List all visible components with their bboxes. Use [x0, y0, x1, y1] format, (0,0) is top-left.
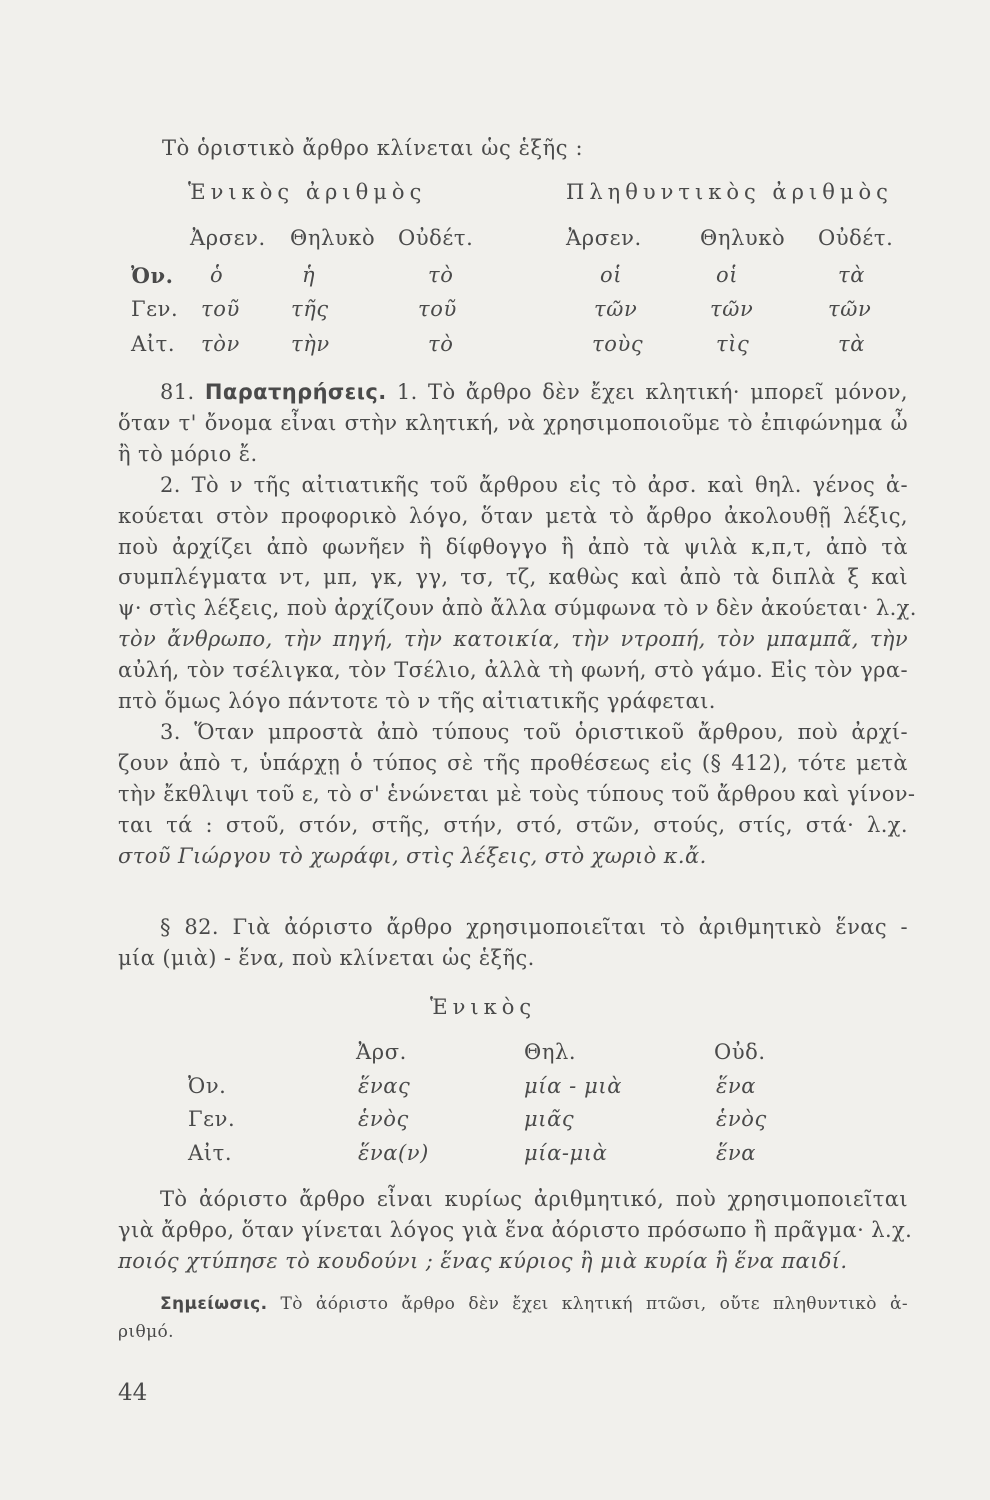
article-form: ἑνὸς [358, 1107, 409, 1131]
article-form: τὸ [428, 263, 454, 287]
article-form: τοὺς [592, 332, 644, 356]
paragraph-line: γιὰ ἄρθρο, ὅταν γίνεται λόγος γιὰ ἕνα ἀόριστο πρόσωπο ἢ πρᾶγμα· λ.χ. [118, 1217, 913, 1242]
article-form: τῶν [594, 297, 638, 321]
paragraph-line: ται τά : στοῦ, στόν, στῆς, στήν, στό, στῶν, στούς, στίς, στά· λ.χ. [118, 812, 908, 837]
paragraph-line: μία (μιὰ) - ἕνα, ποὺ κλίνεται ὡς ἑξῆς. [118, 945, 535, 970]
article-form: τοῦ [201, 297, 240, 321]
article-form: τὶς [716, 332, 750, 356]
article-form: τῶν [828, 297, 872, 321]
paragraph-line: αὐλή, τὸν τσέλιγκα, τὸν Τσέλιο, ἀλλὰ τὴ φωνή, στὸ γάμο. Εἰς τὸν γρα- [118, 658, 908, 683]
paragraph-line: ποιός χτύπησε τὸ κουδούνι ; ἕνας κύριος ἢ μιὰ κυρία ἢ ἕνα παιδί. [118, 1248, 848, 1273]
article-form: τῆς [291, 297, 329, 321]
article-form: ἑνὸς [716, 1107, 767, 1131]
intro-line: Τὸ ὁριστικὸ ἄρθρο κλίνεται ὡς ἑξῆς : [162, 136, 584, 160]
case-label: Ὀν. [131, 263, 174, 288]
article-form: τὸ [428, 332, 454, 356]
closing-paragraph [118, 1184, 913, 1277]
paragraph-line: 2. Τὸ ν τῆς αἰτιατικῆς τοῦ ἄρθρου εἰς τὸ ἀρσ. καὶ θηλ. γένος ἀ- [160, 472, 908, 497]
paragraph-line: κούεται στὸν προφορικὸ λόγο, ὅταν μετὰ τὸ ἄρθρο ἀκολουθῇ λέξις, [118, 503, 908, 528]
article-form: οἱ [716, 263, 739, 287]
paragraph-line: ποὺ ἀρχίζει ἀπὸ φωνῆεν ἢ δίφθογγο ἢ ἀπὸ τὰ ψιλὰ κ,π,τ, ἀπὸ τὰ [118, 534, 908, 559]
singular-title: Ἑνικὸς ἀριθμὸς [188, 180, 427, 204]
paragraph-line: ριθμό. [118, 1322, 174, 1342]
article-form: τὸν [201, 332, 240, 356]
case-label: Ὀν. [188, 1074, 227, 1098]
article-form: ἕνα [716, 1141, 757, 1165]
case-label: Γεν. [131, 297, 179, 321]
paragraph-line: συμπλέγματα ντ, μπ, γκ, γγ, τσ, τζ, καθὼς καὶ ἀπὸ τὰ διπλὰ ξ καὶ [118, 565, 908, 590]
gender-header: Ἀρσεν. [190, 226, 266, 250]
paragraph-line: ἢ τὸ μόριο ἔ. [118, 441, 258, 466]
gender-header: Θηλυκὸ [700, 226, 786, 250]
article-form: τοῦ [418, 297, 457, 321]
paragraph-line: Τὸ ἀόριστο ἄρθρο εἶναι κυρίως ἀριθμητικό, ποὺ χρησιμοποιεῖται [160, 1187, 908, 1211]
article-form: τὰ [838, 263, 865, 287]
paragraph-line: 81. Παρατηρήσεις. 1. Τὸ ἄρθρο δὲν ἔχει κλητική· μπορεῖ μόνον, [160, 380, 908, 404]
article-form: ἕνα(ν) [358, 1141, 429, 1165]
case-label: Γεν. [188, 1107, 236, 1131]
gender-header: Οὐδέτ. [818, 226, 894, 250]
article-form: μία - μιὰ [524, 1074, 622, 1098]
paragraph-line: Σημείωσις. Τὸ ἀόριστο ἄρθρο δὲν ἔχει κλητική πτῶσι, οὔτε πληθυντικὸ ἀ- [160, 1294, 908, 1314]
section-number: 81. [160, 380, 195, 404]
article-form: τὰ [838, 332, 865, 356]
gender-header: Ἀρσ. [356, 1040, 407, 1064]
gender-header: Θηλ. [524, 1040, 577, 1064]
article-form: τῶν [710, 297, 754, 321]
case-label: Αἰτ. [131, 332, 176, 356]
paragraph-line: πτὸ ὅμως λόγο πάντοτε τὸ ν τῆς αἰτιατικῆς γράφεται. [118, 689, 716, 714]
paragraph-line: στοῦ Γιώργου τὸ χωράφι, στὶς λέξεις, στὸ χωριὸ κ.ἄ. [118, 843, 707, 868]
paragraph-line: ψ· στὶς λέξεις, ποὺ ἀρχίζουν ἀπὸ ἄλλα σύμφωνα τὸ ν δὲν ἀκούεται· λ.χ. [118, 596, 917, 621]
gender-header: Οὐδέτ. [398, 226, 474, 250]
article-form: μιᾶς [524, 1107, 575, 1131]
page-number: 44 [118, 1380, 148, 1406]
note [118, 1290, 908, 1346]
paragraph-line: § 82. Γιὰ ἀόριστο ἄρθρο χρησιμοποιεῖται τὸ ἀριθμητικὸ ἕνας - [160, 915, 908, 939]
paragraph-line: τὸν ἄνθρωπο, τὴν πηγή, τὴν κατοικία, τὴν ντροπή, τὸν μπαμπᾶ, τὴν [118, 627, 908, 652]
paragraph-line: 3. Ὅταν μπροστὰ ἀπὸ τύπους τοῦ ὁριστικοῦ ἄρθρου, ποὺ ἀρχί- [160, 719, 908, 744]
article-form: ἕνας [358, 1074, 411, 1098]
gender-header: Οὐδ. [714, 1040, 766, 1064]
section-82 [118, 912, 908, 974]
indefinite-title: Ἑνικὸς [430, 995, 537, 1019]
case-label: Αἰτ. [188, 1141, 233, 1165]
paragraph-line: ὅταν τ' ὄνομα εἶναι στὴν κλητική, νὰ χρησιμοποιοῦμε τὸ ἐπιφώνημα ὦ [118, 410, 908, 435]
section-heading: Παρατηρήσεις. [204, 380, 387, 404]
article-form: ἡ [302, 263, 316, 287]
article-form: τὴν [291, 332, 330, 356]
article-form: μία-μιὰ [524, 1141, 608, 1165]
gender-header: Θηλυκὸ [290, 226, 376, 250]
paragraph-line: τὴν ἔκθλιψι τοῦ ε, τὸ σ' ἑνώνεται μὲ τοὺς τύπους τοῦ ἄρθρου καὶ γίνον- [118, 781, 916, 806]
plural-title: Πληθυντικὸς ἀριθμὸς [566, 180, 893, 204]
paragraph-line: ζουν ἀπὸ τ, ὑπάρχῃ ὁ τύπος σὲ τῆς προθέσεως εἰς (§ 412), τότε μετὰ [118, 750, 908, 775]
gender-header: Ἀρσεν. [566, 226, 642, 250]
section-81 [118, 377, 917, 872]
article-form: οἱ [600, 263, 623, 287]
article-form: ἕνα [716, 1074, 757, 1098]
article-form: ὁ [210, 263, 224, 287]
note-label: Σημείωσις. [160, 1294, 268, 1314]
